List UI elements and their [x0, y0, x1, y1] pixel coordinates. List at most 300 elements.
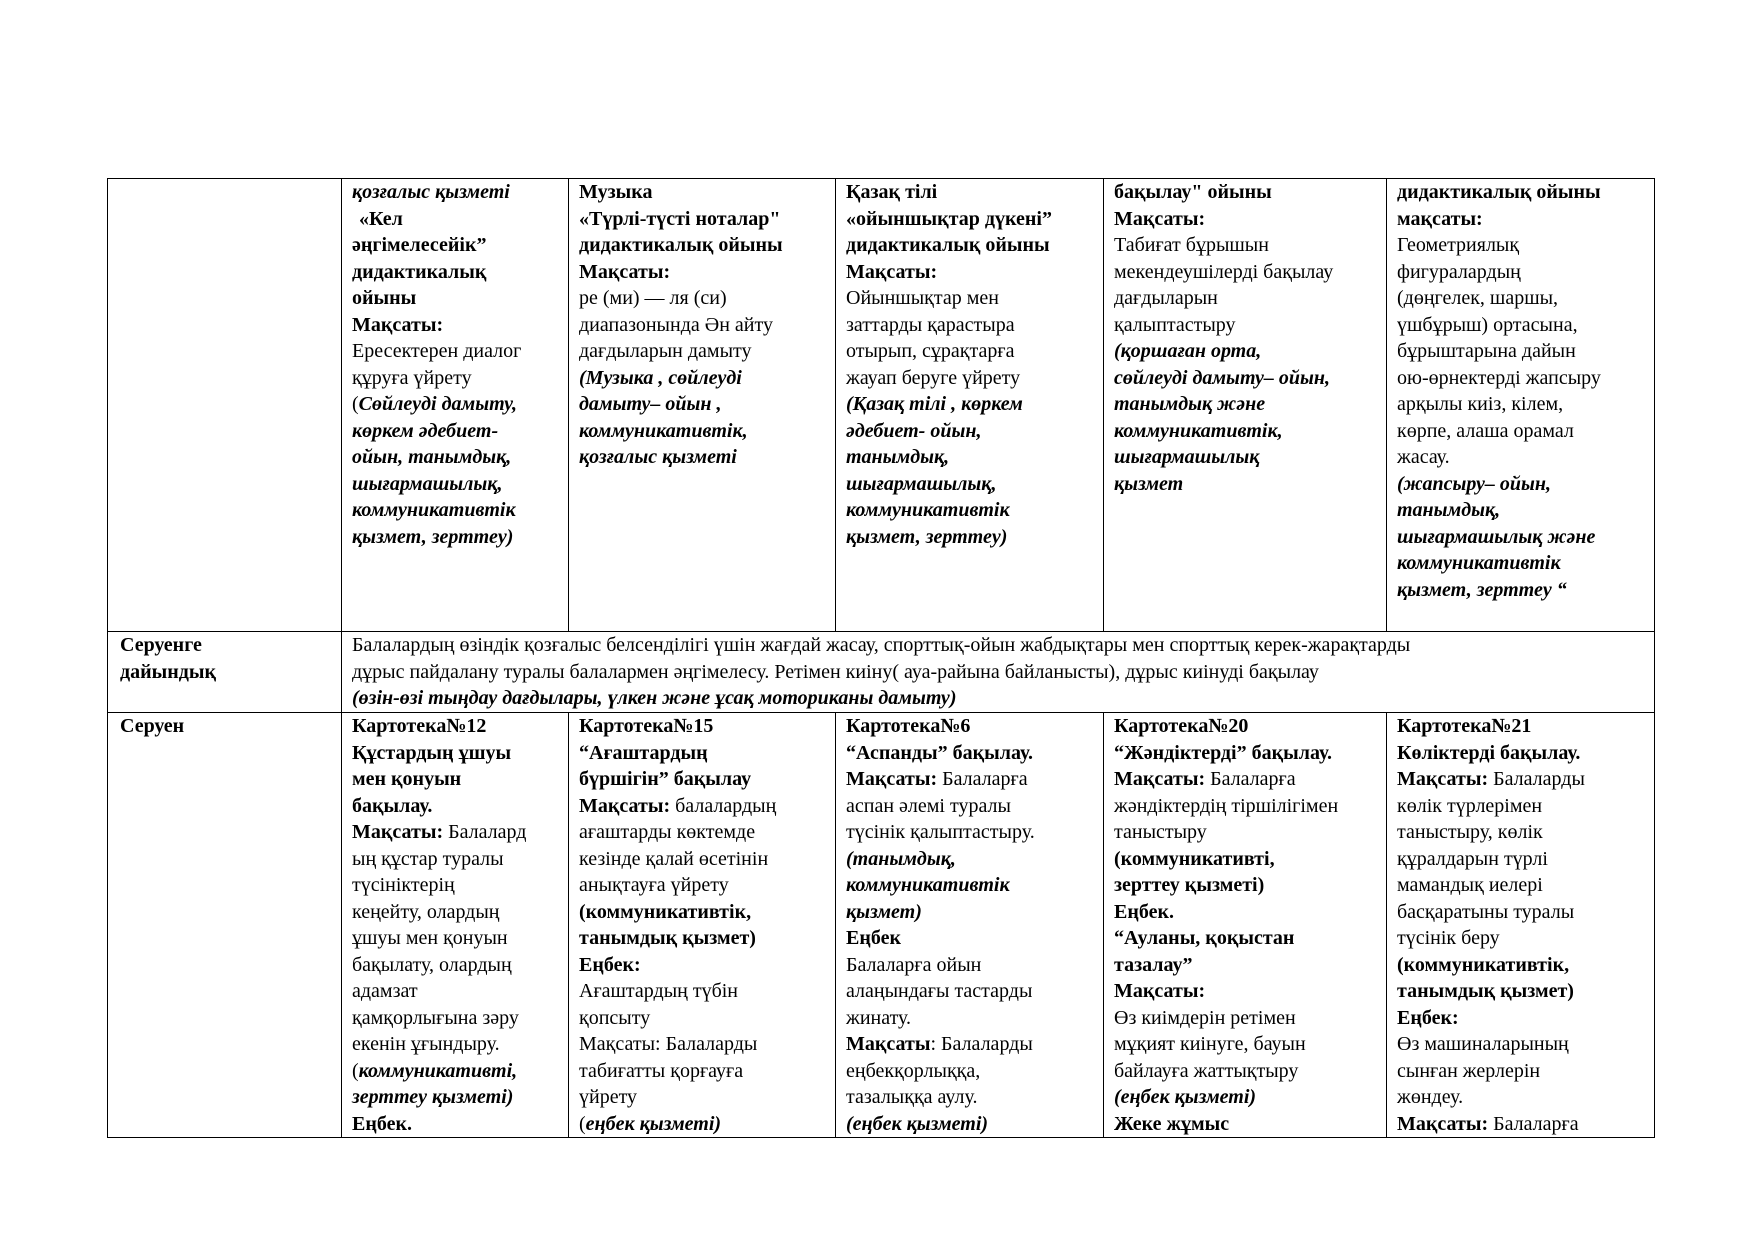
text-run: Қазақ тілі — [846, 181, 938, 203]
text-line — [1114, 952, 1376, 979]
text-run: Серуенге — [120, 634, 202, 656]
text-line — [1114, 259, 1376, 286]
text-line — [846, 444, 1093, 471]
text-line — [352, 1031, 558, 1058]
text-run: үшбұрыш) ортасына, — [1397, 313, 1578, 336]
text-run: коммуникативтік — [846, 499, 1010, 521]
text-line — [1114, 391, 1376, 418]
text-line — [352, 312, 558, 339]
text-line — [1397, 259, 1644, 286]
text-line — [352, 444, 558, 471]
text-run: (еңбек қызметі) — [846, 1112, 989, 1135]
text-line — [1397, 179, 1644, 206]
text-line — [1397, 285, 1644, 312]
text-run: қызмет, зерттеу) — [352, 525, 514, 548]
activity-cell — [1104, 179, 1387, 632]
text-line — [846, 179, 1093, 206]
text-run: Картотека№21 — [1397, 715, 1532, 737]
text-line — [352, 740, 558, 767]
walk-cell — [836, 713, 1104, 1138]
text-line — [579, 793, 825, 820]
text-run: жасау. — [1397, 446, 1450, 468]
table-row — [108, 179, 1655, 632]
text-run: мен қонуын — [352, 768, 462, 790]
text-line — [352, 819, 558, 846]
text-line — [1114, 338, 1376, 365]
text-run: (еңбек қызметі) — [1114, 1086, 1257, 1108]
text-run: Ағаштардың түбін — [579, 980, 739, 1002]
text-line — [579, 1084, 825, 1111]
text-run: (дөңгелек, шаршы, — [1397, 287, 1559, 309]
text-line — [352, 978, 558, 1005]
text-line — [1397, 312, 1644, 339]
text-run: отырып, сұрақтарға — [846, 340, 1015, 362]
text-run: (Қазақ тілі , көркем — [846, 393, 1023, 415]
text-line — [352, 285, 558, 312]
text-run: Балаларға — [942, 768, 1028, 790]
text-run: танымдық және — [1114, 393, 1266, 415]
text-line — [579, 740, 825, 767]
text-run: заттарды қарастыра — [846, 313, 1015, 336]
text-run: дағдыларын — [1114, 287, 1218, 309]
text-run: ( — [579, 1112, 586, 1135]
text-line — [352, 846, 558, 873]
text-line — [352, 391, 558, 418]
text-run: қызмет) — [846, 900, 922, 923]
text-run: ұшуы мен қонуын — [352, 927, 508, 949]
text-line — [846, 391, 1093, 418]
text-line — [1114, 793, 1376, 820]
text-line — [352, 1084, 558, 1111]
text-run: мұқият киінуге, бауын — [1114, 1033, 1306, 1055]
text-line — [1114, 899, 1376, 926]
text-run: Балаларды — [1493, 768, 1585, 790]
text-run: аспан әлемі туралы — [846, 794, 1011, 817]
text-line — [1114, 312, 1376, 339]
walk-cell — [1104, 713, 1387, 1138]
text-line — [1397, 766, 1644, 793]
text-run: еңбекқорлыққа, — [846, 1059, 981, 1082]
walk-cell — [342, 713, 569, 1138]
text-run: әдебиет- ойын, — [846, 419, 982, 442]
text-run: “Ағаштардың — [579, 741, 708, 764]
text-run: Картотека№20 — [1114, 715, 1249, 737]
text-line — [1114, 740, 1376, 767]
text-line — [579, 1005, 825, 1032]
text-line — [1114, 978, 1376, 1005]
text-run: қамқорлығына зәру — [352, 1006, 519, 1029]
text-run: Мақсаты: — [1114, 980, 1206, 1002]
text-line — [1397, 713, 1644, 740]
text-line — [1397, 497, 1644, 524]
text-run: кеңейту, олардың — [352, 900, 500, 923]
text-run: ың құстар туралы — [352, 847, 504, 870]
text-line — [1397, 740, 1644, 767]
text-run: коммуникативтік — [846, 874, 1010, 896]
text-run: ағаштарды көктемде — [579, 821, 756, 843]
text-line — [579, 259, 825, 286]
text-run: бүршігін” бақылау — [579, 768, 752, 790]
text-run: шығармашылық және — [1397, 525, 1596, 548]
text-run: : Балаларды — [930, 1033, 1033, 1055]
text-line — [352, 259, 558, 286]
text-line — [846, 872, 1093, 899]
text-line — [579, 365, 825, 392]
text-line — [1114, 713, 1376, 740]
text-line — [846, 793, 1093, 820]
text-run: танымдық қызмет) — [1397, 980, 1574, 1002]
text-line — [579, 952, 825, 979]
text-run: Картотека№12 — [352, 715, 487, 737]
text-line — [579, 925, 825, 952]
text-line — [1397, 952, 1644, 979]
text-run: шығармашылық — [1114, 446, 1260, 468]
text-run: Серуен — [120, 715, 185, 737]
text-run: «Кел — [359, 207, 403, 230]
text-line — [579, 899, 825, 926]
text-line — [846, 899, 1093, 926]
text-run: Өз киімдерін ретімен — [1114, 1006, 1296, 1029]
text-run: ( — [352, 1059, 359, 1082]
text-line — [1114, 819, 1376, 846]
text-line — [1397, 872, 1644, 899]
text-line — [1114, 872, 1376, 899]
text-line — [1114, 846, 1376, 873]
text-run: дұрыс пайдалану туралы балалармен әңгімелесу. Ретімен киіну( ауа-райына байланысты), дұрыс киінуді бақылау — [352, 660, 1319, 683]
text-run: табиғатты қорғауға — [579, 1059, 744, 1082]
text-run: бақылату, олардың — [352, 953, 512, 976]
text-line — [352, 179, 558, 206]
text-line — [352, 632, 1644, 659]
text-run: “Аспанды” бақылау. — [846, 741, 1033, 764]
text-run: ойын, танымдық, — [352, 446, 512, 468]
text-run: еңбек қызметі) — [585, 1112, 722, 1135]
text-run: Еңбек. — [352, 1112, 412, 1135]
text-run: жинату. — [846, 1006, 912, 1029]
text-line — [352, 766, 558, 793]
text-line — [352, 925, 558, 952]
text-run: бұрыштарына дайын — [1397, 340, 1576, 362]
text-line — [846, 740, 1093, 767]
text-line — [846, 365, 1093, 392]
text-run: Жеке жұмыс — [1114, 1112, 1230, 1135]
text-line — [1397, 1084, 1644, 1111]
text-line — [352, 418, 558, 445]
text-run: шығармашылық, — [352, 472, 503, 495]
text-run: жәндіктердің тіршілігімен — [1114, 794, 1339, 817]
text-line — [352, 365, 558, 392]
activity-cell — [1387, 179, 1655, 632]
text-run: диапазонында Ән айту — [579, 313, 773, 336]
text-run: (коммуникативтік, — [1397, 953, 1570, 976]
text-line — [846, 1084, 1093, 1111]
text-run: коммуникативтік, — [1114, 419, 1283, 442]
text-run: Сөйлеуді дамыту, — [358, 393, 518, 415]
activity-cell — [569, 179, 836, 632]
text-line — [846, 312, 1093, 339]
text-line — [1114, 766, 1376, 793]
text-run: Ересектерен диалог — [352, 340, 522, 362]
text-run: Геометриялық — [1397, 234, 1520, 256]
text-run: жөндеу. — [1397, 1086, 1464, 1108]
text-run: (коммуникативті, — [1114, 847, 1275, 870]
text-run: Құстардың ұшуы — [352, 741, 512, 764]
text-line — [579, 1111, 825, 1138]
text-run: дидактикалық ойыны — [1397, 181, 1601, 203]
text-run: (Музыка , сөйлеуді — [579, 366, 742, 389]
text-run: қозғалыс қызметі — [352, 181, 510, 203]
row-label-cell — [108, 632, 342, 713]
text-run: “Ауланы, қоқыстан — [1114, 927, 1295, 949]
table-row — [108, 713, 1655, 1138]
text-run: зерттеу қызметі) — [1114, 874, 1265, 896]
text-line — [352, 1058, 558, 1085]
text-run: дайындық — [120, 660, 217, 683]
text-run: Балалардың өзіндік қозғалыс белсенділігі үшін жағдай жасау, спорттық-ойын жабдықтары мен спорттық керек-жарақтарды — [352, 634, 1411, 656]
text-run: басқаратыны туралы — [1397, 900, 1575, 923]
text-run: Мақсаты — [846, 1033, 931, 1055]
text-run: Мақсаты: — [1397, 768, 1494, 790]
text-line — [1397, 793, 1644, 820]
schedule-table — [107, 178, 1655, 1138]
text-line — [1397, 550, 1644, 577]
text-line — [846, 259, 1093, 286]
text-line — [120, 659, 329, 686]
text-line — [1114, 232, 1376, 259]
text-line — [579, 312, 825, 339]
text-run: Мақсаты: — [846, 768, 943, 790]
text-line — [1397, 899, 1644, 926]
text-line — [1114, 1005, 1376, 1032]
text-line — [846, 952, 1093, 979]
text-run: Ойыншықтар мен — [846, 287, 999, 309]
text-run: сөйлеуді дамыту– ойын, — [1114, 366, 1330, 389]
text-run: мақсаты: — [1397, 207, 1483, 230]
row-label-cell — [108, 713, 342, 1138]
text-line — [120, 713, 329, 740]
text-line — [579, 418, 825, 445]
text-line — [579, 713, 825, 740]
text-line — [352, 899, 558, 926]
text-line — [579, 1031, 825, 1058]
text-line — [1397, 1005, 1644, 1032]
text-line — [579, 232, 825, 259]
text-line — [1114, 418, 1376, 445]
text-line — [352, 1111, 558, 1138]
text-run: коммуникативтік — [1397, 552, 1561, 574]
text-run: фигуралардың — [1397, 260, 1521, 283]
text-line — [846, 766, 1093, 793]
text-run: мекендеушілерді бақылау — [1114, 260, 1334, 283]
text-run: (қоршаған орта, — [1114, 340, 1262, 362]
text-line — [1114, 444, 1376, 471]
text-line — [846, 1005, 1093, 1032]
text-run: танымдық, — [1397, 499, 1501, 521]
text-run: дидактикалық ойыны — [579, 234, 783, 256]
text-line — [352, 338, 558, 365]
text-line — [846, 206, 1093, 233]
text-run: Мақсаты: — [1114, 768, 1211, 790]
text-line — [1397, 338, 1644, 365]
text-run: танымдық қызмет) — [579, 927, 756, 949]
text-line — [1114, 1031, 1376, 1058]
text-run: ( — [352, 393, 359, 415]
text-line — [579, 819, 825, 846]
text-run: дидактикалық — [352, 260, 487, 283]
text-line — [1397, 819, 1644, 846]
text-line — [579, 206, 825, 233]
text-run: Мақсаты: — [579, 260, 671, 283]
text-run: ре (ми) — ля (си) — [579, 287, 727, 309]
text-line — [352, 793, 558, 820]
text-run: ойыны — [352, 287, 417, 309]
text-run: (коммуникативтік, — [579, 900, 752, 923]
text-run: анықтауға үйрету — [579, 874, 729, 896]
text-run: жауап беруге үйрету — [846, 366, 1021, 389]
text-run: көркем әдебиет- — [352, 419, 499, 442]
text-line — [1397, 524, 1644, 551]
text-line — [1397, 365, 1644, 392]
text-run: тазалыққа аулу. — [846, 1086, 978, 1108]
text-line — [846, 1111, 1093, 1138]
text-line — [846, 285, 1093, 312]
text-run: көлік түрлерімен — [1397, 794, 1543, 817]
text-line — [1397, 418, 1644, 445]
text-line — [1114, 1058, 1376, 1085]
text-run: (өзін-өзі тыңдау дағдылары, үлкен және ұсақ моториканы дамыту) — [352, 687, 957, 709]
text-line — [352, 524, 558, 551]
text-run: Картотека№15 — [579, 715, 714, 737]
text-line — [1397, 1058, 1644, 1085]
text-line — [846, 418, 1093, 445]
activity-cell — [836, 179, 1104, 632]
text-line — [579, 978, 825, 1005]
text-line — [579, 766, 825, 793]
text-line — [579, 444, 825, 471]
table-row — [108, 632, 1655, 713]
text-line — [352, 952, 558, 979]
text-line — [1114, 206, 1376, 233]
text-run: әңгімелесейік” — [352, 234, 487, 256]
text-line — [352, 872, 558, 899]
text-run: Мақсаты: — [352, 821, 449, 843]
text-run: сынған жерлерін — [1397, 1059, 1541, 1082]
text-line — [352, 1005, 558, 1032]
text-run: зерттеу қызметі) — [352, 1086, 514, 1108]
text-run: қопсыту — [579, 1006, 651, 1029]
text-line — [352, 206, 558, 233]
text-run: шығармашылық, — [846, 472, 997, 495]
text-run: қалыптастыру — [1114, 313, 1236, 336]
text-run: коммуникативтік, — [579, 419, 748, 442]
text-run: Балаларға ойын — [846, 953, 982, 976]
text-line — [846, 978, 1093, 1005]
text-line — [846, 1031, 1093, 1058]
text-line — [846, 925, 1093, 952]
text-run: таныстыру, көлік — [1397, 821, 1543, 843]
text-run: коммуникативті, — [358, 1059, 518, 1082]
text-run: бақылау" ойыны — [1114, 181, 1272, 203]
text-line — [846, 819, 1093, 846]
text-run: (танымдық, — [846, 847, 956, 870]
text-run: Еңбек: — [1397, 1006, 1459, 1029]
text-line — [1114, 365, 1376, 392]
text-run: Балалард — [448, 821, 527, 843]
text-line — [579, 1058, 825, 1085]
text-run: қозғалыс қызметі — [579, 446, 737, 468]
text-run: Картотека№6 — [846, 715, 971, 737]
text-line — [1397, 206, 1644, 233]
text-run: мамандық иелері — [1397, 874, 1543, 896]
text-line — [1114, 285, 1376, 312]
text-run: түсінік беру — [1397, 927, 1500, 949]
text-run: Табиғат бұрышын — [1114, 234, 1269, 256]
text-line — [846, 524, 1093, 551]
text-run: көрпе, алаша орамал — [1397, 419, 1574, 442]
text-run: балалардың — [675, 794, 777, 817]
text-run: “Жәндіктерді” бақылау. — [1114, 741, 1332, 764]
text-run: Балаларға — [1210, 768, 1296, 790]
text-run: Музыка — [579, 181, 653, 203]
text-run: арқылы киіз, кілем, — [1397, 393, 1564, 415]
text-line — [1397, 846, 1644, 873]
text-run: тазалау” — [1114, 953, 1193, 976]
text-run: құруға үйрету — [352, 366, 472, 389]
text-line — [846, 1058, 1093, 1085]
text-line — [1397, 1111, 1644, 1138]
text-run: Балаларға — [1493, 1112, 1579, 1135]
text-run: Мақсаты: — [1397, 1112, 1494, 1135]
text-line — [352, 497, 558, 524]
text-run: алаңындағы тастарды — [846, 980, 1033, 1002]
activity-cell — [342, 179, 569, 632]
text-line — [846, 232, 1093, 259]
text-line — [352, 713, 558, 740]
text-run: Еңбек: — [579, 953, 641, 976]
text-line — [579, 338, 825, 365]
text-run: дидактикалық ойыны — [846, 234, 1050, 256]
text-run: Мақсаты: — [352, 313, 444, 336]
text-line — [352, 471, 558, 498]
text-line — [1397, 391, 1644, 418]
text-run: түсініктерің — [352, 874, 455, 896]
text-run: қызмет, зерттеу) — [846, 525, 1008, 548]
text-line — [120, 632, 329, 659]
text-run: түсінік қалыптастыру. — [846, 821, 1035, 843]
text-line — [846, 497, 1093, 524]
text-run: дағдыларын дамыту — [579, 340, 752, 362]
text-line — [579, 872, 825, 899]
walk-preparation-cell — [342, 632, 1655, 713]
text-line — [579, 391, 825, 418]
text-line — [1114, 1084, 1376, 1111]
text-run: Мақсаты: — [1114, 207, 1206, 230]
text-run: Мақсаты: — [846, 260, 938, 283]
text-line — [1114, 471, 1376, 498]
text-line — [846, 846, 1093, 873]
text-line — [1114, 179, 1376, 206]
text-run: екенін ұғындыру. — [352, 1033, 500, 1055]
text-run: байлауға жаттықтыру — [1114, 1059, 1299, 1082]
text-run: қызмет, зерттеу “ — [1397, 578, 1567, 601]
text-run: «Түрлі-түсті ноталар" — [579, 207, 781, 230]
text-run: коммуникативтік — [352, 499, 516, 521]
text-run: Мақсаты: Балаларды — [579, 1033, 758, 1055]
text-line — [1397, 577, 1644, 604]
text-run: таныстыру — [1114, 821, 1207, 843]
text-run: Еңбек. — [1114, 900, 1174, 923]
text-line — [1397, 471, 1644, 498]
